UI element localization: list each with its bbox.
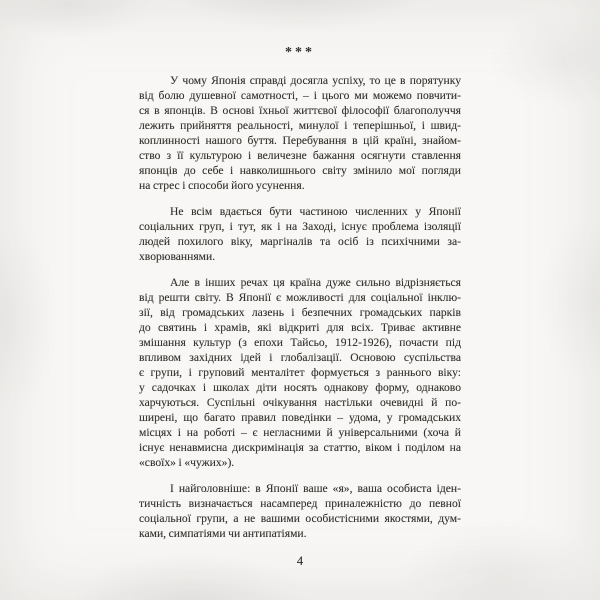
text-line: ство з її культурою і величезне бажання осягнути ставлення [139,149,461,162]
text-line: Але в інших речах ця країна дуже сильно відрізняється [170,276,461,289]
paragraph [139,275,461,470]
text-line: коплинності нашого буття. Перебування в цій країні, знайом- [139,134,461,147]
text-line: зії, від громадських лазень і безпечних громадських парків [139,306,461,319]
text-line: місцях і на роботі – є негласними й універсальними (хоча й [139,426,461,439]
text-line: хворюваннями. [139,250,216,263]
text-line: лежить прийняття реальності, минулої і теперішньої, і швид- [139,119,461,132]
page-number: 4 [296,554,304,568]
text-line: харчуються. Суспільні очікування настільки очевидні й по- [139,396,461,409]
text-line: до святинь і храмів, які відкриті для всіх. Триває активне [139,321,461,334]
text-line: японців до себе і навколишнього світу змінило мої погляди [139,164,461,177]
paragraph [139,481,461,541]
text-line: людей похилого віку, маргіналів та осіб із психічними за- [139,235,461,248]
text-line: ширені, що багато правил поведінки – удома, у громадських [139,411,461,424]
text-line: змішання культур (з епохи Тайсьо, 1912-1926), почасти під [139,336,461,349]
text-line: є групи, і груповий менталітет формується з раннього віку: [139,366,461,379]
text-line: У чому Японія справді досягла успіху, то це в порятунку [170,74,461,87]
text-line: впливом західних ідей і глобалізації. Основою суспільства [139,351,461,364]
text-line: Не всім вдається бути частиною численних у Японії [170,205,461,218]
text-line: ками, симпатіями чи антипатіями. [139,527,307,540]
text-line: «своїх» і «чужих»). [139,456,235,469]
text-line: тичність визначається насамперед приналежністю до певної [139,497,461,510]
section-separator: *** [285,45,315,60]
text-line: соціальної групи, а не вашими особистісними якостями, дум- [139,512,461,525]
paragraph [139,204,461,264]
text-column [139,73,461,552]
text-line: на стрес і способи його усунення. [139,179,305,192]
text-line: існує ненавмисна дискримінація за статтю, віком і поділом на [139,441,461,454]
text-line: ся в японців. В основі їхньої життєвої філософії благополуччя [139,104,461,117]
text-line: соціальних груп, і тут, як і на Заході, існує проблема ізоляції [139,220,461,233]
text-line: від решти світу. В Японії є можливості для соціальної інклю- [139,291,461,304]
paragraph [139,73,461,193]
text-line: від болю душевної самотності, – і цього ми можемо повчити- [139,89,461,102]
text-line: у садочках і школах діти носять однакову форму, однаково [139,381,461,394]
text-line: І найголовніше: в Японії ваше «я», ваша особиста іден- [170,482,461,495]
